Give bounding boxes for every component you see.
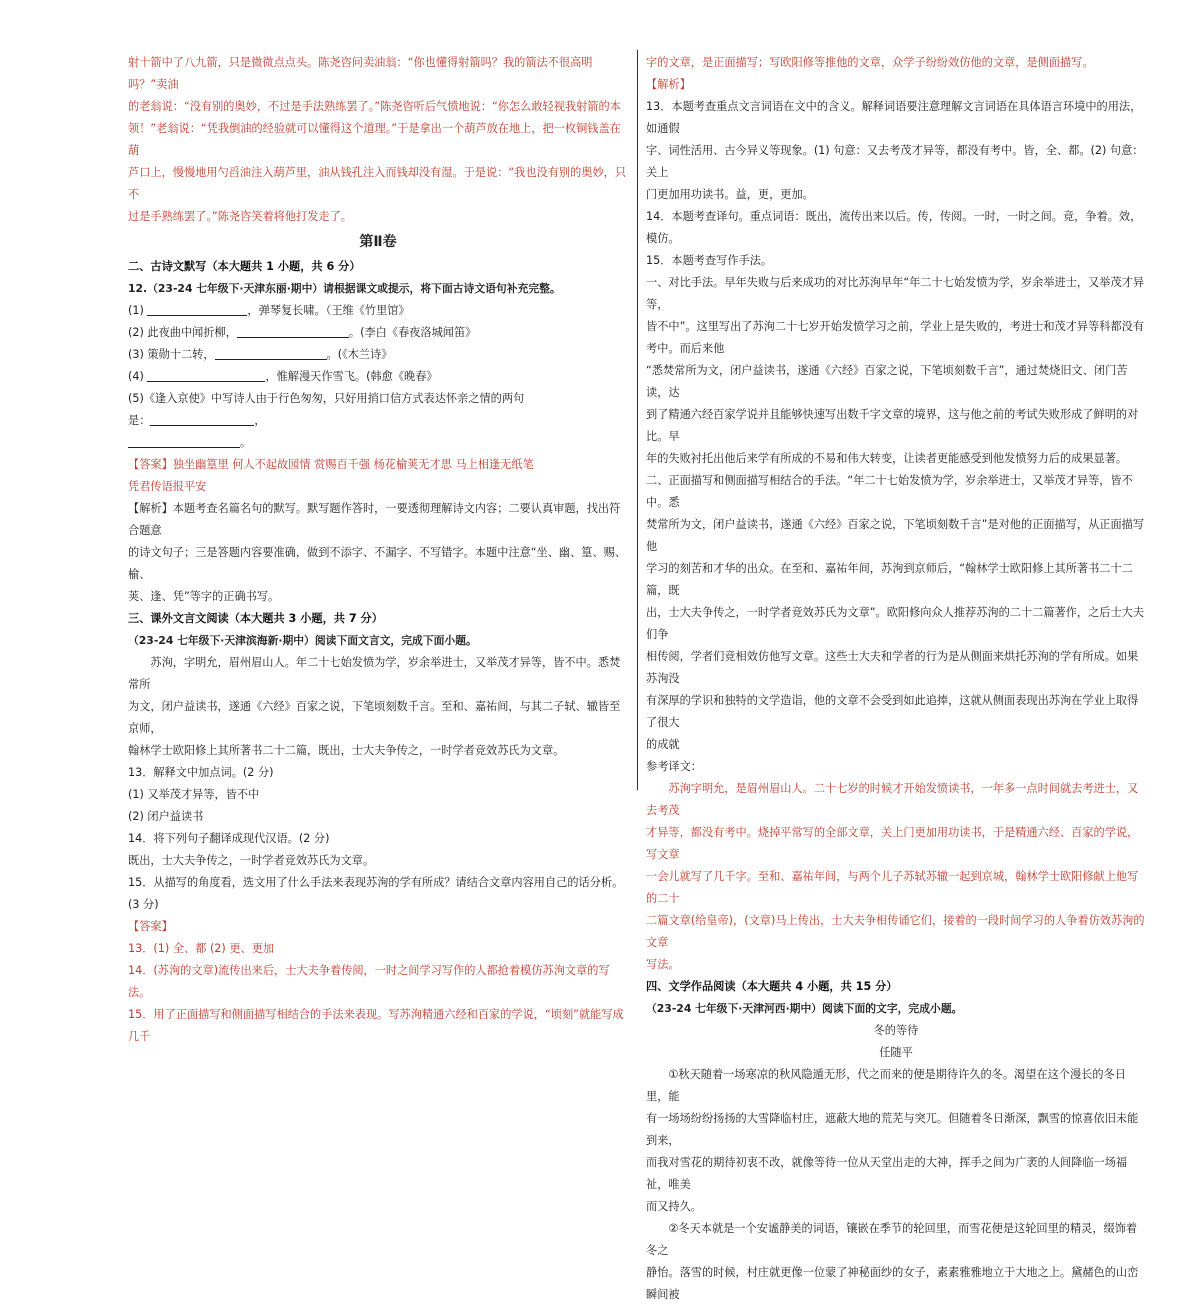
classical-passage: 苏洵，字明允，眉州眉山人。年二十七始发愤为学，岁余举进士，又举茂才异等，皆不中。悉焚常所 为文，闭户益读书，遂通《六经》百家之说，下笔顷刻数千言。至和、嘉祐间，与其二子轼、辙皆至京师， 翰林学士欧阳修上其所著书二十二篇，既出，士大夫争传之，一时学者竞效苏氏为文章。 xyxy=(128,656,621,757)
essay-paragraph-2: ②冬天本就是一个安谧静美的词语，镶嵌在季节的轮回里，而雪花便是这轮回里的精灵，缀饰着冬之 静怡。落雪的时候，村庄就更像一位蒙了神秘面纱的女子，素素雅雅地立于大地之上。黛赭色的山峦瞬间被 xyxy=(646,1222,1139,1301)
question-12-item-5-line: 是： ， xyxy=(128,410,628,432)
question-12-item-3: (3) 策勋十二转， 。(《木兰诗》 xyxy=(128,344,628,366)
story-translation xyxy=(128,52,628,228)
text-line: 射十箭中了八九箭，只是微微点点头。陈尧咨问卖油翁：“你也懂得射箭吗？我的箭法不很高明吗？”卖油 xyxy=(128,56,593,91)
text-line: 的老翁说：“没有别的奥妙，不过是手法熟练罢了。”陈尧咨听后气愤地说：“你怎么敢轻视我射箭的本 xyxy=(128,100,621,113)
question-source: （23-24 七年级下·天津河西·期中）阅读下面的文字，完成小题。 xyxy=(646,1002,963,1015)
analysis-label: 【解析】 xyxy=(646,78,691,91)
right-column xyxy=(646,52,1146,1306)
answer-label: 【答案】 xyxy=(128,920,173,933)
question-12-item-5: (5)《逢入京使》中写诗人由于行色匆匆，只好用捎口信方式表达怀亲之情的两句 xyxy=(128,392,525,405)
essay-paragraph-1: ①秋天随着一场寒凉的秋风隐遁无形，代之而来的便是期待许久的冬。渴望在这个漫长的冬日里，能 有一场场纷纷扬扬的大雪降临村庄，遮蔽大地的荒芜与突兀。但随着冬日渐深，飘雪的惊喜依旧未能到来， 而我对雪花的期待初衷不改，就像等待一位从天堂出走的大神，挥手之间为广袤的人间降临一场福祉，唯美 而又持久。 xyxy=(646,1068,1139,1213)
answers-13-15: 13．(1) 全、都 (2) 更、更加 14．(苏洵的文章)流传出来后，士大夫争着传阅，一时之间学习写作的人都抢着模仿苏洵文章的写法。 15．用了正面描写和侧面描写相结合的手法来表现。写苏洵精通六经和百家的学说，“顷刻”就能写成几千 xyxy=(128,942,624,1043)
question-12-item-4: (4) ，惟解漫天作雪飞。(韩愈《晚春》 xyxy=(128,366,628,388)
reference-translation-label: 参考译文： xyxy=(646,760,702,773)
essay-author: 任随平 xyxy=(879,1046,913,1059)
blank-line xyxy=(150,411,254,426)
reference-translation: 苏洵字明允，是眉州眉山人。二十七岁的时候才开始发愤读书，一年多一点时间就去考进士，又去考茂 才异等，都没有考中。烧掉平常写的全部文章，关上门更加用功读书，于是精通六经、百家的学说，写文章 一会儿就写了几千字。至和、嘉祐年间，与两个儿子苏轼苏辙一起到京城，翰林学士欧阳修献上他写的二十 二篇文章(给皇帝)，(文章)马上传出，士大夫争相传诵它们，接着的一段时间学习的人争着仿效苏洵的文章 写法。 xyxy=(646,782,1145,971)
question-15: 15．从描写的角度看，选文用了什么手法来表现苏洵的学有所成？请结合文章内容用自己的话分析。(3 分) xyxy=(128,876,624,911)
analysis-15: 15．本题考查写作手法。 xyxy=(646,254,773,267)
part-title: 第Ⅱ卷 xyxy=(359,234,397,250)
question-13-2: (2) 闭户益读书 xyxy=(128,810,204,823)
column-divider xyxy=(637,50,638,790)
section-title: 二、古诗文默写（本大题共 1 小题，共 6 分） xyxy=(128,260,361,273)
question-source: （23-24 七年级下·天津滨海新·期中）阅读下面文言文，完成下面小题。 xyxy=(128,634,477,647)
analysis-15-point-2: 二、正面描写和侧面描写相结合的手法。“年二十七始发愤为学，岁余举进士，又举茂才异等，皆不中。悉 焚常所为文，闭户益读书，遂通《六经》百家之说，下笔顷刻数千言”是对他的正面描写，从正面描写他 学习的刻苦和才华的出众。在至和、嘉祐年间，苏洵到京师后，“翰林学士欧阳修上其所著书二十二篇，既 出，士大夫争传之，一时学者竞效苏氏为文章”。欧阳修向众人推荐苏洵的二十二篇著作，之后士大夫们争 相传阅，学者们竞相效仿他写文章。这些士大夫和学者的行为是从侧面来烘托苏洵的学有所成。如果苏洵没 有深厚的学识和独特的文学造诣，他的文章不会受到如此追捧，这就从侧面表现出苏洵在学业上取得了很大 的成就 xyxy=(646,474,1145,751)
analysis-12: 【解析】本题考查名篇名句的默写。默写题作答时，一要透彻理解诗文内容；二要认真审题，找出符合题意 的诗文句子；三是答题内容要准确，做到不添字、不漏字、不写错字。本题中注意“坐、幽、篁、赐、榆、 荚、逢、凭”等字的正确书写。 xyxy=(128,502,627,603)
analysis-13: 13．本题考查重点文言词语在文中的含义。解释词语要注意理解文言词语在具体语言环境中的用法，如通假 字、词性活用、古今异义等现象。(1) 句意：又去考茂才异等，都没有考中。皆，全、都。(2) 句意：关上 门更加用功读书。益，更，更加。 xyxy=(646,100,1144,201)
answer-12: 【答案】独坐幽篁里 何人不起故园情 赏赐百千强 杨花榆荚无才思 马上相逢无纸笔 凭君传语报平安 xyxy=(128,458,534,493)
blank-line xyxy=(147,301,247,316)
question-12-item-2: (2) 此夜曲中闻折柳， 。(李白《春夜洛城闻笛》 xyxy=(128,322,628,344)
section-title: 三、课外文言文阅读（本大题共 3 小题，共 7 分） xyxy=(128,612,383,625)
blank-line xyxy=(237,323,349,338)
analysis-15-point-1: 一、对比手法。早年失败与后来成功的对比苏洵早年“年二十七始发愤为学，岁余举进士，又举茂才异等， 皆不中”。这里写出了苏洵二十七岁开始发愤学习之前，学业上是失败的，考进士和茂才异等科都没有考中。而后来他 “悉焚常所为文，闭户益读书，遂通《六经》百家之说，下笔顷刻数千言”，通过焚烧旧文、闭门苦读，达 到了精通六经百家学说并且能够快速写出数千字文章的境界，这与他之前的考试失败形成了鲜明的对比。早 年的失败衬托出他后来学有所成的不易和伟大转变，让读者更能感受到他发愤努力后的成果显著。 xyxy=(646,276,1145,465)
text-line: 过是手熟练罢了。”陈尧咨笑着将他打发走了。 xyxy=(128,210,352,223)
question-14: 14．将下列句子翻译成现代汉语。(2 分) xyxy=(128,832,330,845)
text-line: 领！”老翁说：“凭我倒油的经验就可以懂得这个道理。”于是拿出一个葫芦放在地上，把一枚铜钱盖在葫 xyxy=(128,122,621,157)
question-14-1: 既出，士大夫争传之，一时学者竞效苏氏为文章。 xyxy=(128,854,375,867)
question-13: 13．解释文中加点词。(2 分) xyxy=(128,766,274,779)
analysis-14: 14．本题考查译句。重点词语：既出，流传出来以后。传，传阅。一时，一时之间。竞，争着。效，模仿。 xyxy=(646,210,1142,245)
answer-continued: 字的文章，是正面描写；写欧阳修等推他的文章，众学子纷纷效仿他的文章，是侧面描写。 xyxy=(646,56,1094,69)
text-line: 芦口上，慢慢地用勺舀油注入葫芦里，油从钱孔注入而钱却没有湿。于是说：“我也没有别的奥妙，只不 xyxy=(128,166,627,201)
section-title: 四、文学作品阅读（本大题共 4 小题，共 15 分） xyxy=(646,980,898,993)
blank-line xyxy=(147,367,265,382)
essay-title: 冬的等待 xyxy=(873,1024,919,1037)
question-12-item-5-line: 。 xyxy=(128,432,628,454)
question-12: 12.（23-24 七年级下·天津东丽·期中）请根据课文或提示，将下面古诗文语句补充完整。 xyxy=(128,282,561,295)
left-column xyxy=(128,52,628,1048)
blank-line xyxy=(128,433,240,448)
blank-line xyxy=(215,345,327,360)
question-12-item-1: (1) ，弹琴复长啸。（王维《竹里馆》 xyxy=(128,300,628,322)
question-13-1: (1) 又举茂才异等，皆不中 xyxy=(128,788,260,801)
